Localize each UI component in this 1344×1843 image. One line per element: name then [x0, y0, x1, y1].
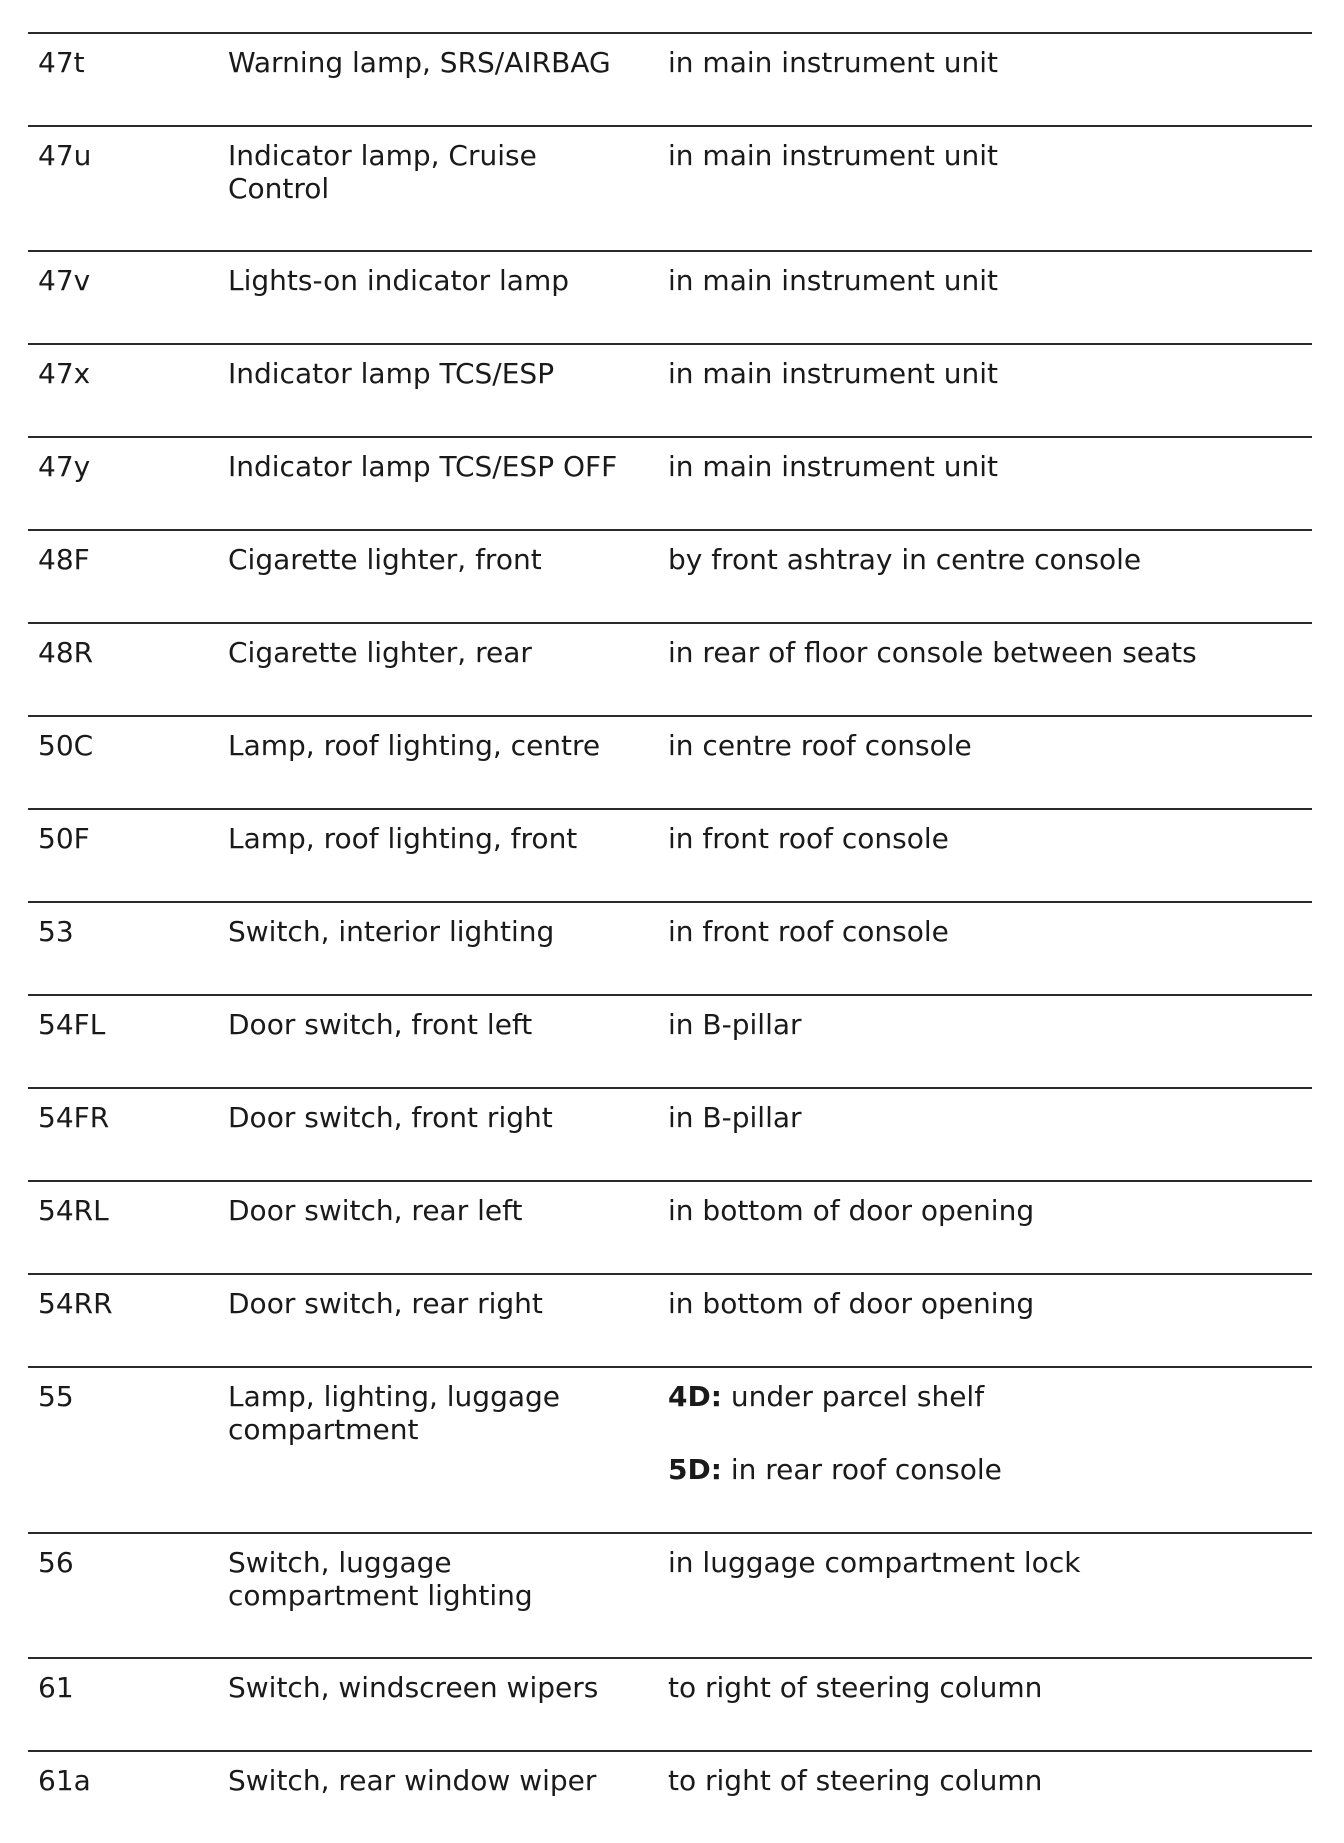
component-description: Switch, rear window wiper — [228, 1764, 597, 1797]
location-text: in centre roof console — [668, 729, 972, 762]
location-line — [668, 915, 1308, 948]
component-code: 55 — [38, 1380, 74, 1413]
location-line — [668, 1380, 1308, 1413]
location-text: in rear of floor console between seats — [668, 636, 1197, 669]
component-code: 54RR — [38, 1287, 113, 1320]
component-description: Door switch, front left — [228, 1008, 533, 1041]
location-line — [668, 46, 1308, 79]
location-text: in B-pillar — [668, 1101, 802, 1134]
component-description: Lights-on indicator lamp — [228, 264, 570, 297]
location-text: in main instrument unit — [668, 450, 999, 483]
location-prefix: 5D: — [668, 1453, 722, 1486]
component-location — [668, 1764, 1308, 1797]
component-location — [668, 46, 1308, 79]
component-location — [668, 1671, 1308, 1704]
component-code: 61 — [38, 1671, 74, 1704]
component-code: 48R — [38, 636, 94, 669]
table-row — [28, 125, 1312, 250]
table-row — [28, 1366, 1312, 1532]
component-description: Lamp, roof lighting, front — [228, 822, 578, 855]
location-line — [668, 729, 1308, 762]
component-code: 54FR — [38, 1101, 110, 1134]
location-line — [668, 636, 1308, 669]
component-location — [668, 357, 1308, 390]
location-line — [668, 1671, 1308, 1704]
location-text: in B-pillar — [668, 1008, 802, 1041]
component-code: 53 — [38, 915, 74, 948]
component-description: Door switch, front right — [228, 1101, 553, 1134]
component-location — [668, 1101, 1308, 1134]
component-description: Switch, windscreen wipers — [228, 1671, 599, 1704]
location-text: in main instrument unit — [668, 139, 999, 172]
component-location — [668, 1546, 1308, 1579]
table-row — [28, 32, 1312, 125]
table-row — [28, 1087, 1312, 1180]
component-location — [668, 1287, 1308, 1320]
location-line — [668, 543, 1308, 576]
component-location — [668, 139, 1308, 172]
location-text: in main instrument unit — [668, 264, 999, 297]
table-row — [28, 1180, 1312, 1273]
component-description: Indicator lamp, Cruise Control — [228, 139, 537, 205]
component-code: 54RL — [38, 1194, 109, 1227]
component-description: Cigarette lighter, rear — [228, 636, 532, 669]
location-prefix: 4D: — [668, 1380, 722, 1413]
location-text: in main instrument unit — [668, 46, 999, 79]
component-code: 61a — [38, 1764, 91, 1797]
location-line — [668, 1101, 1308, 1134]
location-text: in main instrument unit — [668, 357, 999, 390]
component-code: 47u — [38, 139, 92, 172]
component-location — [668, 729, 1308, 762]
location-line — [668, 450, 1308, 483]
location-line — [668, 357, 1308, 390]
location-text: in luggage compartment lock — [668, 1546, 1081, 1579]
component-location — [668, 543, 1308, 576]
component-code: 50C — [38, 729, 94, 762]
location-text: under parcel shelf — [721, 1380, 985, 1413]
component-location — [668, 636, 1308, 669]
component-code: 54FL — [38, 1008, 106, 1041]
table-row — [28, 250, 1312, 343]
component-description: Cigarette lighter, front — [228, 543, 542, 576]
location-text: by front ashtray in centre console — [668, 543, 1142, 576]
component-code: 47v — [38, 264, 91, 297]
component-description: Indicator lamp TCS/ESP OFF — [228, 450, 618, 483]
component-location — [668, 822, 1308, 855]
location-text: to right of steering column — [668, 1671, 1043, 1704]
table-row — [28, 1532, 1312, 1657]
component-code: 47t — [38, 46, 85, 79]
location-line — [668, 264, 1308, 297]
component-description: Switch, interior lighting — [228, 915, 555, 948]
location-text: to right of steering column — [668, 1764, 1043, 1797]
location-line — [668, 1764, 1308, 1797]
component-description: Warning lamp, SRS/AIRBAG — [228, 46, 611, 79]
table-row — [28, 994, 1312, 1087]
component-description: Lamp, roof lighting, centre — [228, 729, 601, 762]
component-location — [668, 915, 1308, 948]
location-line — [668, 1008, 1308, 1041]
component-description: Door switch, rear left — [228, 1194, 523, 1227]
component-description: Door switch, rear right — [228, 1287, 543, 1320]
component-code: 48F — [38, 543, 90, 576]
component-location — [668, 1008, 1308, 1041]
component-code: 47x — [38, 357, 91, 390]
location-text: in bottom of door opening — [668, 1194, 1035, 1227]
table-row — [28, 436, 1312, 529]
table-row — [28, 1273, 1312, 1366]
component-table — [28, 32, 1312, 1843]
location-text: in front roof console — [668, 822, 949, 855]
location-line — [668, 139, 1308, 172]
location-line — [668, 1546, 1308, 1579]
table-row — [28, 901, 1312, 994]
component-location — [668, 1194, 1308, 1227]
component-code: 50F — [38, 822, 90, 855]
component-description: Indicator lamp TCS/ESP — [228, 357, 555, 390]
table-row — [28, 715, 1312, 808]
component-location — [668, 264, 1308, 297]
location-text: in bottom of door opening — [668, 1287, 1035, 1320]
table-row — [28, 808, 1312, 901]
location-line — [668, 822, 1308, 855]
component-location — [668, 1380, 1308, 1486]
table-row — [28, 343, 1312, 436]
location-line — [668, 1453, 1308, 1486]
table-row — [28, 622, 1312, 715]
component-code: 47y — [38, 450, 91, 483]
table-row — [28, 529, 1312, 622]
table-row — [28, 1750, 1312, 1843]
component-description: Lamp, lighting, luggage compartment — [228, 1380, 560, 1446]
component-location — [668, 450, 1308, 483]
component-code: 56 — [38, 1546, 74, 1579]
table-row — [28, 1657, 1312, 1750]
location-text: in rear roof console — [721, 1453, 1002, 1486]
location-line — [668, 1287, 1308, 1320]
location-line — [668, 1194, 1308, 1227]
component-description: Switch, luggage compartment lighting — [228, 1546, 533, 1612]
location-text: in front roof console — [668, 915, 949, 948]
